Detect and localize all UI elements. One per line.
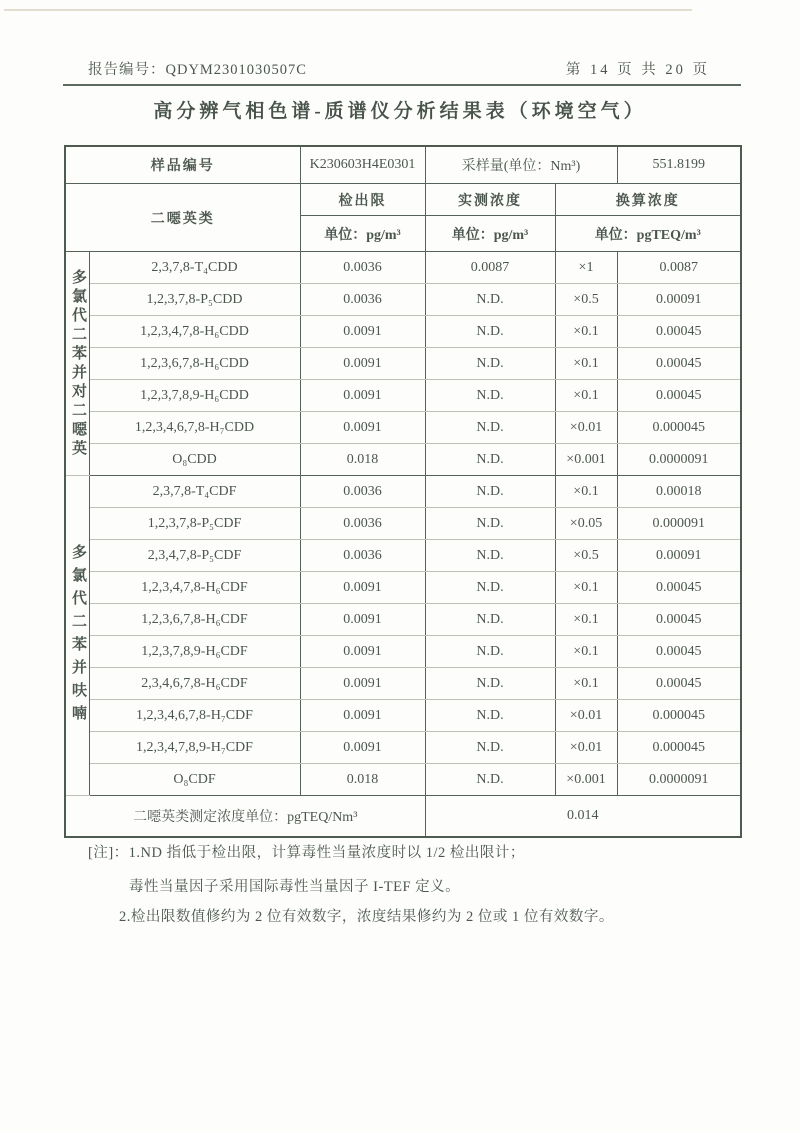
converted-value: 0.00018 bbox=[617, 476, 741, 508]
teq-footer-value: 0.014 bbox=[425, 796, 741, 838]
detection-limit-value: 0.0091 bbox=[300, 412, 425, 444]
compound-name: O₈CDF bbox=[89, 764, 300, 796]
compound-name: 1,2,3,4,6,7,8-H₇CDD bbox=[89, 412, 300, 444]
converted-value: 0.00091 bbox=[617, 540, 741, 572]
compound-name: 2,3,7,8-T₄CDF bbox=[89, 476, 300, 508]
tef-factor: ×0.05 bbox=[555, 508, 617, 540]
detection-limit-value: 0.0036 bbox=[300, 508, 425, 540]
compound-name: 1,2,3,7,8,9-H₆CDD bbox=[89, 380, 300, 412]
detection-limit-value: 0.0091 bbox=[300, 316, 425, 348]
measured-value: N.D. bbox=[425, 284, 555, 316]
detection-limit-value: 0.0091 bbox=[300, 572, 425, 604]
sample-id-label: 样品编号 bbox=[65, 146, 300, 184]
converted-value: 0.00045 bbox=[617, 316, 741, 348]
tef-factor: ×1 bbox=[555, 252, 617, 284]
tef-factor: ×0.1 bbox=[555, 380, 617, 412]
measured-value: N.D. bbox=[425, 668, 555, 700]
tef-factor: ×0.1 bbox=[555, 636, 617, 668]
detection-limit-value: 0.0091 bbox=[300, 604, 425, 636]
converted-value: 0.0087 bbox=[617, 252, 741, 284]
measured-value: N.D. bbox=[425, 540, 555, 572]
compound-name: 1,2,3,6,7,8-H₆CDF bbox=[89, 604, 300, 636]
detection-limit-header: 检出限 bbox=[300, 184, 425, 216]
note-line-3: 2.检出限数值修约为 2 位有效数字，浓度结果修约为 2 位或 1 位有效数字。 bbox=[119, 909, 614, 926]
converted-value: 0.00045 bbox=[617, 572, 741, 604]
tef-factor: ×0.1 bbox=[555, 604, 617, 636]
detection-limit-value: 0.0036 bbox=[300, 284, 425, 316]
measured-value: N.D. bbox=[425, 764, 555, 796]
tef-factor: ×0.1 bbox=[555, 316, 617, 348]
note-line-2: 毒性当量因子采用国际毒性当量因子 I-TEF 定义。 bbox=[129, 879, 461, 896]
converted-value: 0.0000091 bbox=[617, 764, 741, 796]
group-label-pcdd: 多氯代二苯并对二噁英 bbox=[65, 252, 89, 476]
converted-value: 0.000091 bbox=[617, 508, 741, 540]
compound-name: 2,3,7,8-T₄CDD bbox=[89, 252, 300, 284]
measured-value: N.D. bbox=[425, 412, 555, 444]
compound-name: 1,2,3,4,7,8,9-H₇CDF bbox=[89, 732, 300, 764]
measured-value: N.D. bbox=[425, 508, 555, 540]
tef-factor: ×0.1 bbox=[555, 348, 617, 380]
compound-name: 1,2,3,7,8,9-H₆CDF bbox=[89, 636, 300, 668]
measured-value: N.D. bbox=[425, 444, 555, 476]
detection-limit-value: 0.0091 bbox=[300, 380, 425, 412]
converted-value: 0.00045 bbox=[617, 668, 741, 700]
measured-value: 0.0087 bbox=[425, 252, 555, 284]
detection-limit-value: 0.0036 bbox=[300, 540, 425, 572]
compound-name: 2,3,4,6,7,8-H₆CDF bbox=[89, 668, 300, 700]
tef-factor: ×0.1 bbox=[555, 476, 617, 508]
detection-limit-value: 0.018 bbox=[300, 764, 425, 796]
measured-value: N.D. bbox=[425, 604, 555, 636]
detection-limit-value: 0.0036 bbox=[300, 252, 425, 284]
compound-name: 2,3,4,7,8-P₅CDF bbox=[89, 540, 300, 572]
converted-value: 0.000045 bbox=[617, 732, 741, 764]
page-title: 高分辨气相色谱-质谱仪分析结果表（环境空气） bbox=[153, 101, 647, 122]
converted-value: 0.00045 bbox=[617, 380, 741, 412]
detection-limit-value: 0.0091 bbox=[300, 348, 425, 380]
results-table bbox=[64, 145, 742, 838]
compound-name: 1,2,3,7,8-P₅CDD bbox=[89, 284, 300, 316]
measured-value: N.D. bbox=[425, 732, 555, 764]
tef-factor: ×0.01 bbox=[555, 412, 617, 444]
notes-section bbox=[88, 843, 728, 928]
measured-value: N.D. bbox=[425, 316, 555, 348]
converted-unit: 单位：pgTEQ/m³ bbox=[555, 216, 741, 252]
sample-id-value: K230603H4E0301 bbox=[300, 146, 425, 184]
compound-name: 1,2,3,4,7,8-H₆CDD bbox=[89, 316, 300, 348]
sampling-volume-value: 551.8199 bbox=[617, 146, 741, 184]
detection-limit-value: 0.0091 bbox=[300, 636, 425, 668]
compound-name: 1,2,3,4,6,7,8-H₇CDF bbox=[89, 700, 300, 732]
compound-name: 1,2,3,7,8-P₅CDF bbox=[89, 508, 300, 540]
converted-value: 0.00045 bbox=[617, 604, 741, 636]
tef-factor: ×0.1 bbox=[555, 572, 617, 604]
converted-value: 0.00045 bbox=[617, 636, 741, 668]
measured-value: N.D. bbox=[425, 700, 555, 732]
measured-value: N.D. bbox=[425, 380, 555, 412]
detection-limit-value: 0.0091 bbox=[300, 732, 425, 764]
page-header bbox=[88, 58, 710, 79]
sampling-volume-label: 采样量(单位：Nm³) bbox=[425, 146, 617, 184]
header-divider bbox=[63, 84, 741, 86]
detection-limit-value: 0.0036 bbox=[300, 476, 425, 508]
group-label-pcdf: 多氯代二苯并呋喃 bbox=[65, 476, 89, 796]
converted-value: 0.0000091 bbox=[617, 444, 741, 476]
converted-value: 0.00045 bbox=[617, 348, 741, 380]
measured-concentration-header: 实测浓度 bbox=[425, 184, 555, 216]
measured-value: N.D. bbox=[425, 348, 555, 380]
tef-factor: ×0.1 bbox=[555, 668, 617, 700]
tef-factor: ×0.001 bbox=[555, 444, 617, 476]
report-number bbox=[88, 58, 307, 79]
detection-limit-value: 0.0091 bbox=[300, 700, 425, 732]
converted-value: 0.000045 bbox=[617, 700, 741, 732]
detection-limit-value: 0.0091 bbox=[300, 668, 425, 700]
compound-name: 1,2,3,6,7,8-H₆CDD bbox=[89, 348, 300, 380]
page-indicator: 第 14 页 共 20 页 bbox=[565, 62, 710, 78]
measured-unit: 单位：pg/m³ bbox=[425, 216, 555, 252]
tef-factor: ×0.001 bbox=[555, 764, 617, 796]
measured-value: N.D. bbox=[425, 636, 555, 668]
scan-artifact-line bbox=[4, 9, 692, 11]
tef-factor: ×0.5 bbox=[555, 284, 617, 316]
converted-value: 0.00091 bbox=[617, 284, 741, 316]
converted-concentration-header: 换算浓度 bbox=[555, 184, 741, 216]
tef-factor: ×0.01 bbox=[555, 700, 617, 732]
compound-name: O₈CDD bbox=[89, 444, 300, 476]
compound-name: 1,2,3,4,7,8-H₆CDF bbox=[89, 572, 300, 604]
converted-value: 0.000045 bbox=[617, 412, 741, 444]
detection-limit-value: 0.018 bbox=[300, 444, 425, 476]
detection-limit-unit: 单位：pg/m³ bbox=[300, 216, 425, 252]
note-line-1: [注]：1.ND 指低于检出限，计算毒性当量浓度时以 1/2 检出限计； bbox=[88, 845, 525, 861]
tef-factor: ×0.5 bbox=[555, 540, 617, 572]
measured-value: N.D. bbox=[425, 476, 555, 508]
report-number-label: 报告编号： bbox=[88, 62, 166, 78]
teq-footer-label: 二噁英类测定浓度单位：pgTEQ/Nm³ bbox=[65, 796, 425, 838]
analyte-class-header: 二噁英类 bbox=[65, 184, 300, 252]
report-number-value: QDYM2301030507C bbox=[165, 62, 307, 78]
tef-factor: ×0.01 bbox=[555, 732, 617, 764]
measured-value: N.D. bbox=[425, 572, 555, 604]
